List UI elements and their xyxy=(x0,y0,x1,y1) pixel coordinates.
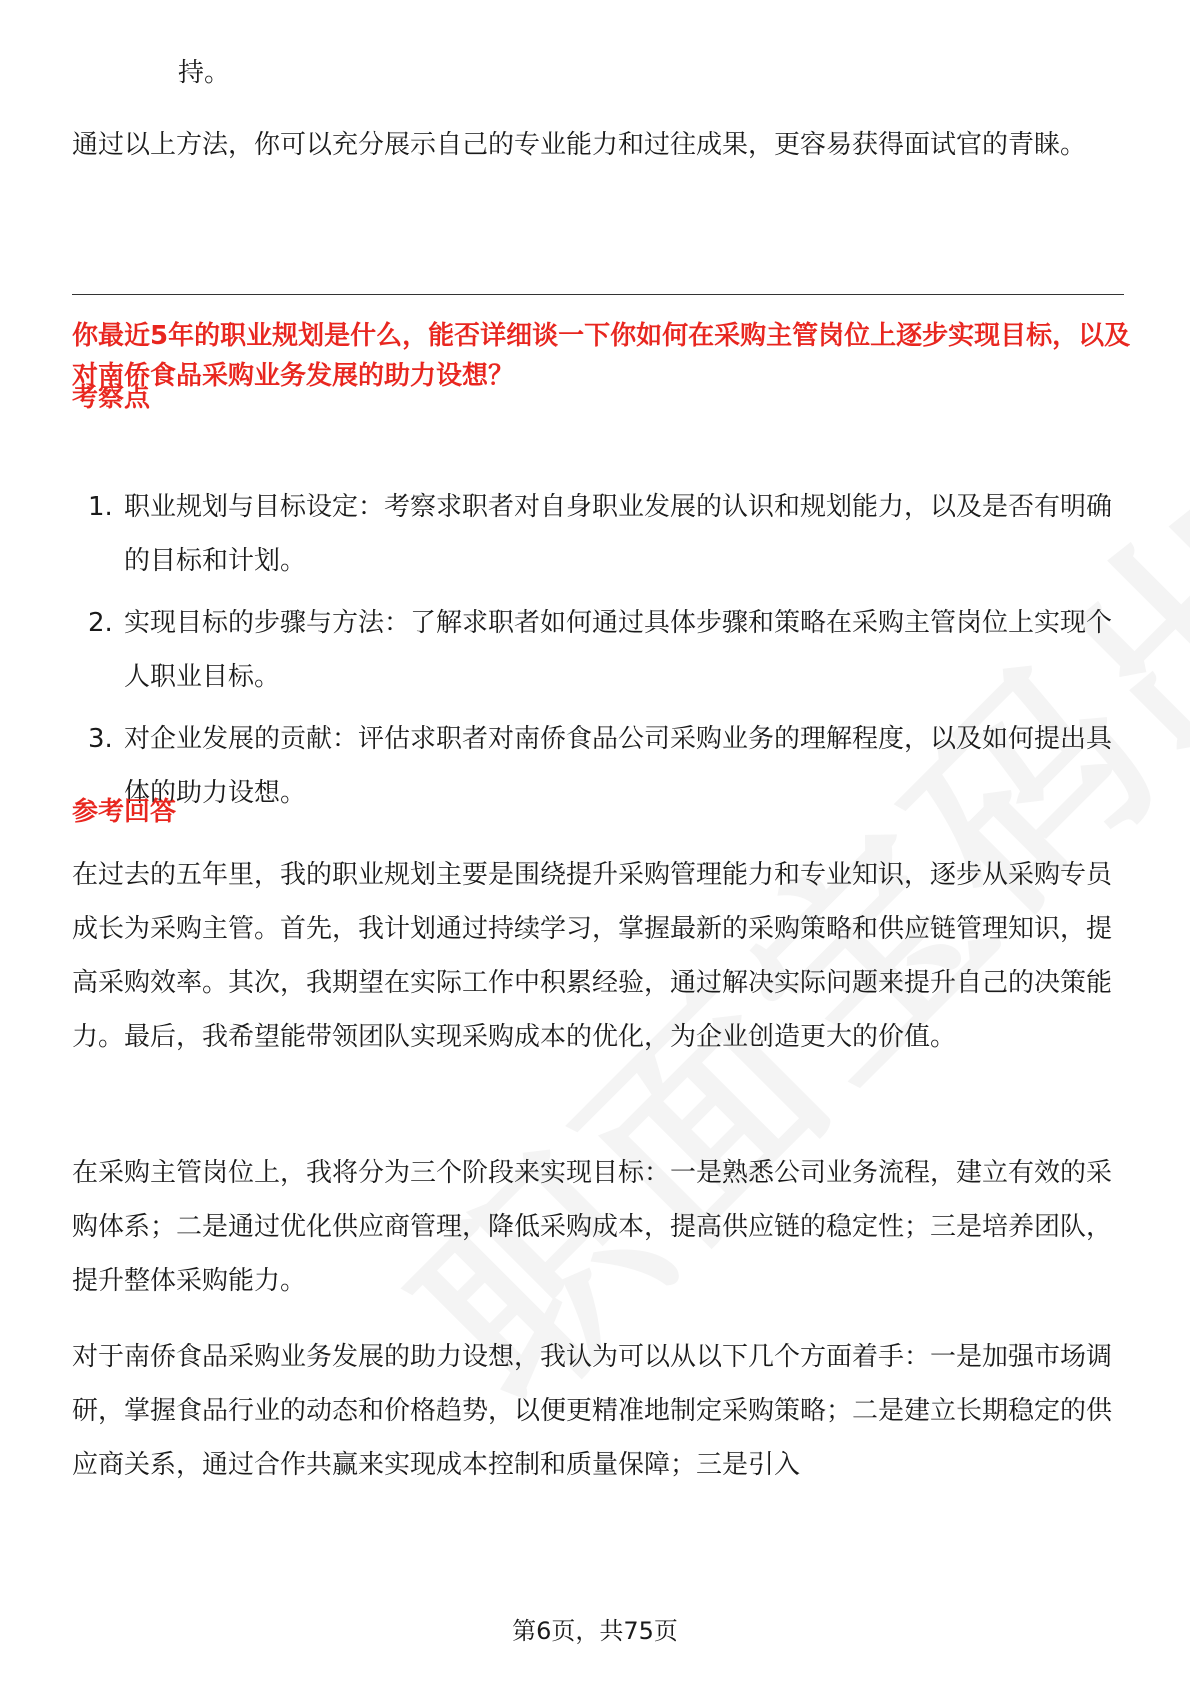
answer-heading: 参考回答 xyxy=(72,797,177,827)
list-text: 实现目标的步骤与方法：了解求职者如何通过具体步骤和策略在采购主管岗位上实现个人职业目标。 xyxy=(124,608,1113,692)
list-item xyxy=(72,480,1132,588)
list-number: 1. xyxy=(88,492,113,522)
carryover-text: 持。 xyxy=(178,58,231,88)
conclusion-paragraph: 通过以上方法，你可以充分展示自己的专业能力和过往成果，更容易获得面试官的青睐。 xyxy=(72,130,1087,160)
list-item xyxy=(72,596,1132,704)
interview-question: 你最近5年的职业规划是什么，能否详细谈一下你如何在采购主管岗位上逐步实现目标，以及对南侨食品采购业务发展的助力设想？ xyxy=(72,321,1131,391)
answer-paragraph-2: 在采购主管岗位上，我将分为三个阶段来实现目标：一是熟悉公司业务流程，建立有效的采购体系；二是通过优化供应商管理，降低采购成本，提高供应链的稳定性；三是培养团队，提升整体采购能力。 xyxy=(72,1158,1113,1296)
list-text: 对企业发展的贡献：评估求职者对南侨食品公司采购业务的理解程度，以及如何提出具体的助力设想。 xyxy=(124,724,1113,808)
focus-list xyxy=(72,480,1132,828)
list-number: 3. xyxy=(88,724,113,754)
section-divider xyxy=(72,294,1124,295)
answer-paragraph-3: 对于南侨食品采购业务发展的助力设想，我认为可以从以下几个方面着手：一是加强市场调研，掌握食品行业的动态和价格趋势，以便更精准地制定采购策略；二是建立长期稳定的供应商关系，通过合作共赢来实现成本控制和质量保障；三是引入 xyxy=(72,1342,1113,1480)
list-item xyxy=(72,712,1132,820)
page-footer: 第6页，共75页 xyxy=(512,1617,678,1645)
list-text: 职业规划与目标设定：考察求职者对自身职业发展的认识和规划能力，以及是否有明确的目标和计划。 xyxy=(124,492,1113,576)
list-number: 2. xyxy=(88,608,113,638)
answer-paragraph-1: 在过去的五年里，我的职业规划主要是围绕提升采购管理能力和专业知识，逐步从采购专员成长为采购主管。首先，我计划通过持续学习，掌握最新的采购策略和供应链管理知识，提高采购效率。其次，我期望在实际工作中积累经验，通过解决实际问题来提升自己的决策能力。最后，我希望能带领团队实现采购成本的优化，为企业创造更大的价值。 xyxy=(72,860,1113,1052)
focus-heading: 考察点 xyxy=(72,383,151,413)
